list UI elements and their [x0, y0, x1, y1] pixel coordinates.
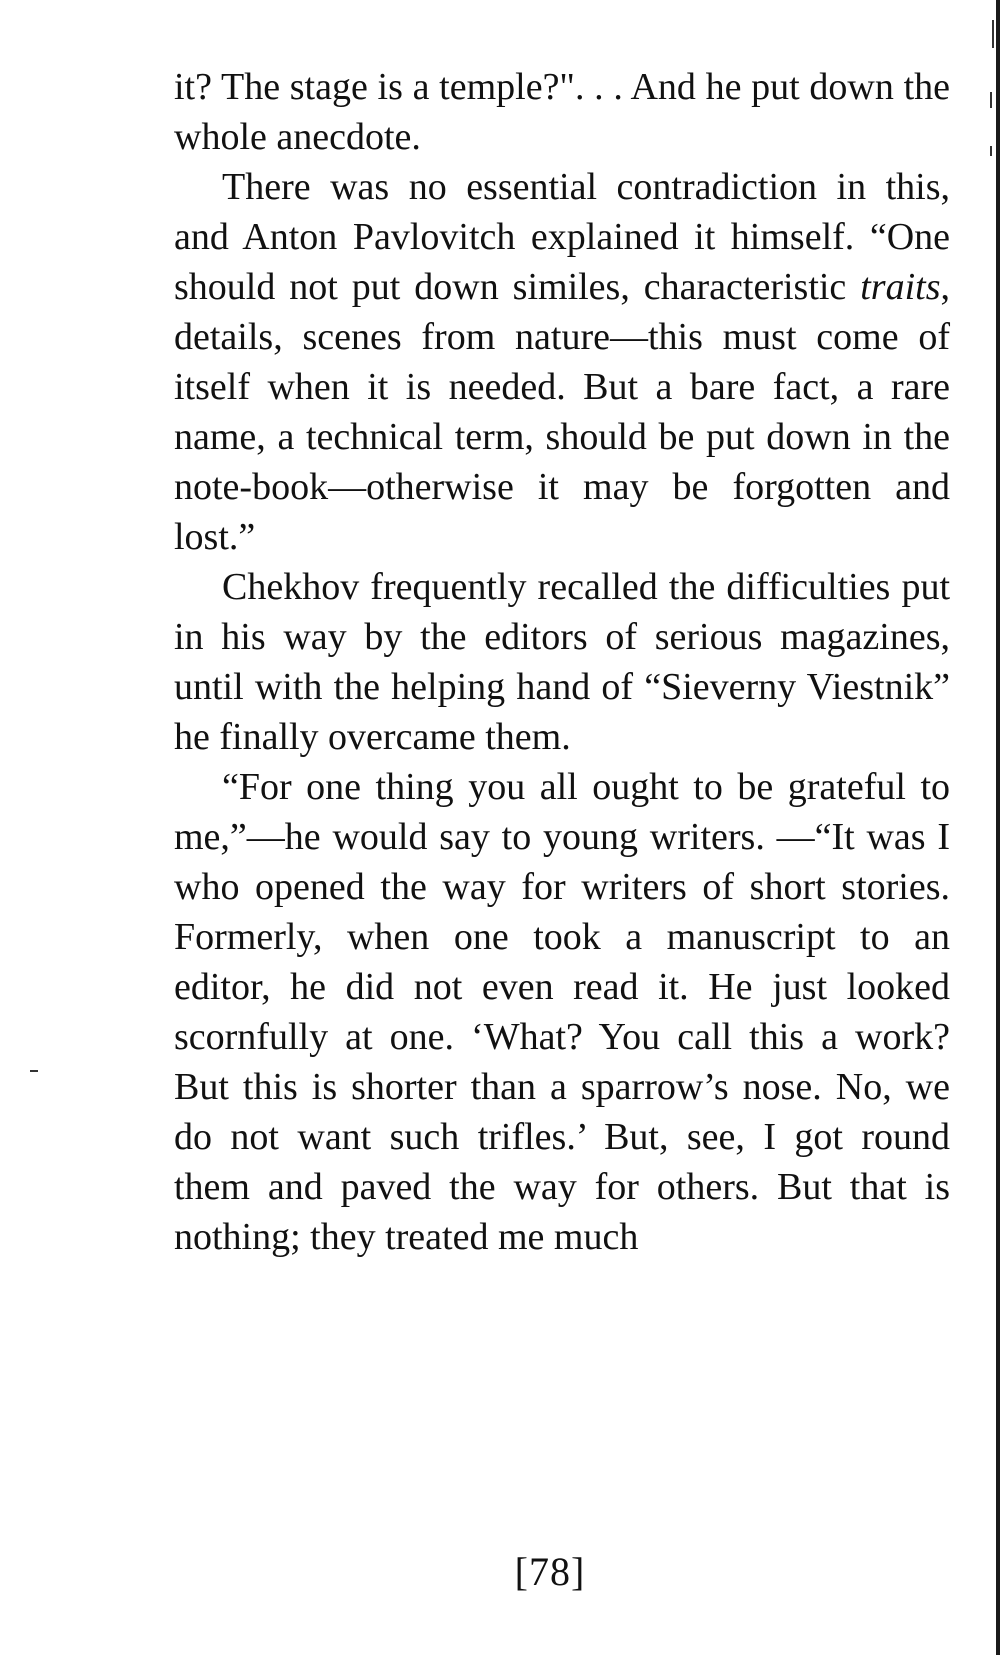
page-number: [78]: [514, 1549, 586, 1594]
page-edge-line: [996, 0, 1000, 1655]
paragraph: [174, 762, 950, 1262]
paragraph-text: There was no essential contradiction in this, and Anton Pavlovitch explained it himself. “One should not put down similes, characteristic: [174, 166, 950, 308]
paragraph-text: “For one thing you all ought to be grateful to me,”—he would say to young writers. —“It was I who opened the way for writers of short stories. Formerly, when one took a manuscript to an editor, he did not even read it. He just looked scornfully at one. ‘What? You call this a work? But this is shorter than a sparrow’s nose. No, we do not want such trifles.’ But, see, I got round them and paved the way for others. But that is nothing; they treated me much: [174, 766, 950, 1258]
paragraph-text: Chekhov frequently recalled the difficulties put in his way by the editors of serious magazines, until with the helping hand of “Sieverny Viestnik” he finally overcame them.: [174, 566, 950, 758]
paragraph-text: , details, scenes from nature—this must come of itself when it is needed. But a bare fact, a rare name, a technical term, should be put down in the note-book—otherwise it may be forgotten and lost.”: [174, 266, 950, 558]
edge-mark: [992, 20, 994, 48]
paragraph: [174, 62, 950, 162]
edge-mark: [990, 92, 992, 108]
body-text: [174, 62, 950, 1262]
paragraph-text: it? The stage is a temple?". . . And he put down the whole anecdote.: [174, 66, 950, 158]
paragraph-italic-text: traits: [860, 266, 941, 308]
paragraph: [174, 562, 950, 762]
paragraph: [174, 162, 950, 562]
edge-mark: [990, 146, 992, 156]
margin-dash: [30, 1070, 38, 1072]
